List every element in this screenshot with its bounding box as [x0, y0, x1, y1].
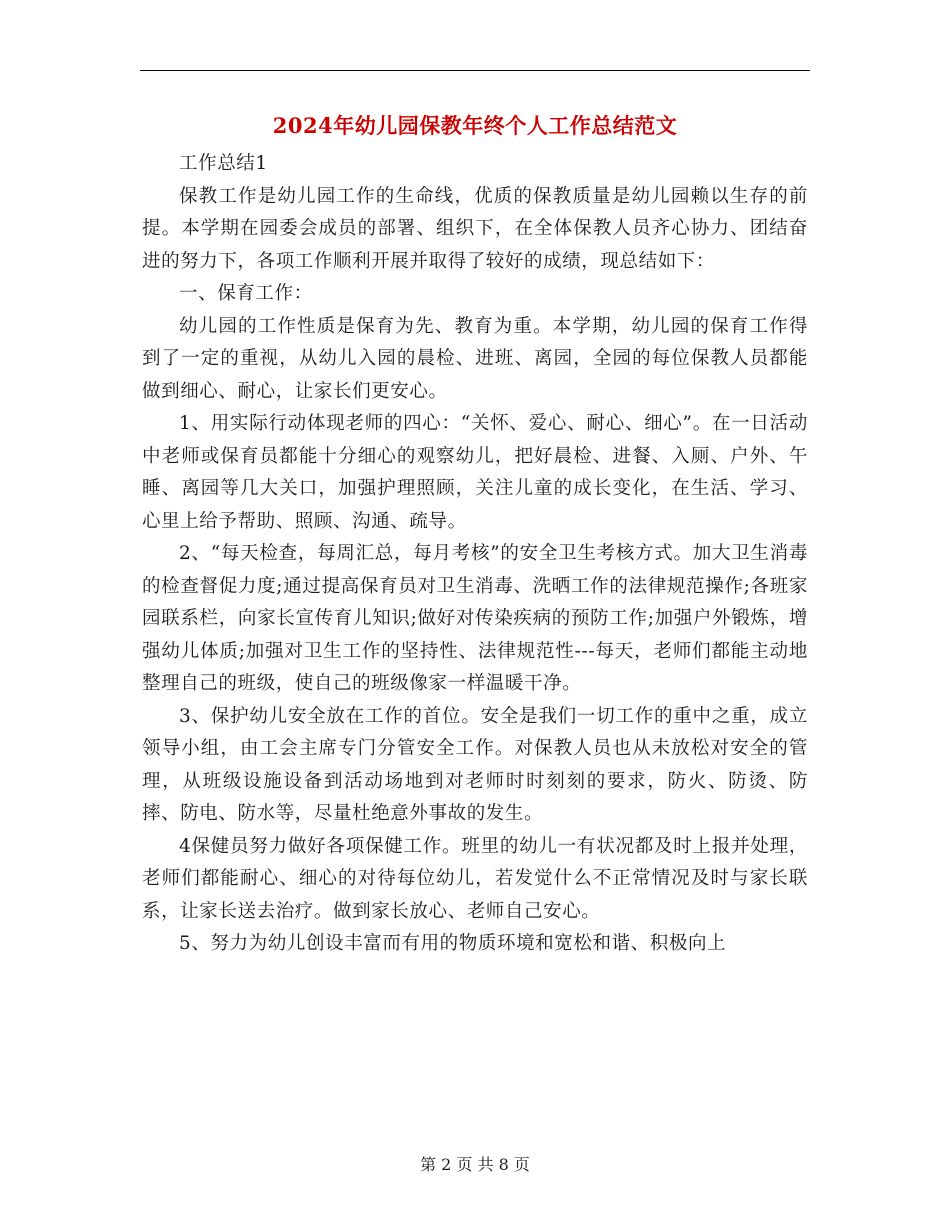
- paragraph-item-2: 2、“每天检查，每周汇总，每月考核”的安全卫生考核方式。加大卫生消毒的检查督促力度;通过提高保育员对卫生消毒、洗晒工作的法律规范操作;各班家园联系栏，向家长宣传育儿知识;做好对传染疾病的预防工作;加强户外锻炼，增强幼儿体质;加强对卫生工作的坚持性、法律规范性---每天，老师们都能主动地整理自己的班级，使自己的班级像家一样温暖干净。: [142, 543, 808, 694]
- paragraph-item-1: 1、用实际行动体现老师的四心：“关怀、爱心、耐心、细心”。在一日活动中老师或保育员都能十分细心的观察幼儿，把好晨检、进餐、入厕、户外、午睡、离园等几大关口，加强护理照顾，关注儿童的成长变化，在生活、学习、心里上给予帮助、照顾、沟通、疏导。: [142, 413, 808, 532]
- section-heading-care-work: 一、保育工作：: [179, 283, 313, 304]
- paragraph-item-5: 5、努力为幼儿创设丰富而有用的物质环境和宽松和谐、积极向上: [179, 933, 727, 954]
- paragraph-intro: 保教工作是幼儿园工作的生命线，优质的保教质量是幼儿园赖以生存的前提。本学期在园委会成员的部署、组织下，在全体保教人员齐心协力、团结奋进的努力下，各项工作顺利开展并取得了较好的成绩，现总结如下：: [142, 185, 808, 272]
- paragraph-care-nature: 幼儿园的工作性质是保育为先、教育为重。本学期，幼儿园的保育工作得到了一定的重视，从幼儿入园的晨检、进班、离园，全园的每位保教人员都能做到细心、耐心，让家长们更安心。: [142, 315, 808, 402]
- section-heading-summary-1: 工作总结1: [179, 153, 268, 174]
- document-body: [142, 148, 808, 961]
- page-footer: 第 2 页 共 8 页: [420, 1155, 530, 1174]
- header-rule: [140, 70, 810, 71]
- document-title: 2024年幼儿园保教年终个人工作总结范文: [272, 113, 678, 138]
- paragraph-item-3: 3、保护幼儿安全放在工作的首位。安全是我们一切工作的重中之重，成立领导小组，由工会主席专门分管安全工作。对保教人员也从未放松对安全的管理，从班级设施设备到活动场地到对老师时时刻刻的要求，防火、防烫、防摔、防电、防水等，尽量杜绝意外事故的发生。: [142, 705, 808, 824]
- paragraph-item-4: 4保健员努力做好各项保健工作。班里的幼儿一有状况都及时上报并处理，老师们都能耐心、细心的对待每位幼儿，若发觉什么不正常情况及时与家长联系，让家长送去治疗。做到家长放心、老师自己安心。: [142, 835, 808, 922]
